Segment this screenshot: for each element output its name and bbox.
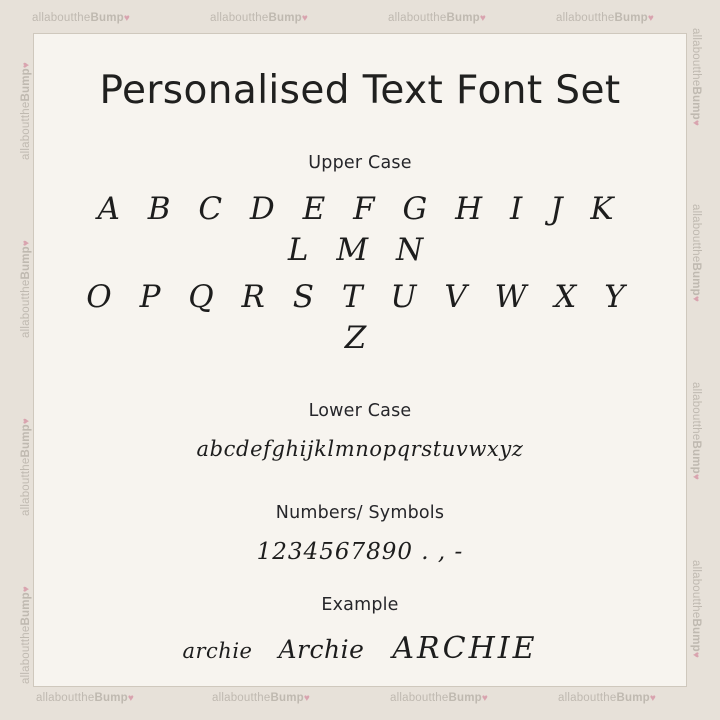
watermark-tile: allabouttheBump♥: [210, 12, 309, 24]
page-title: Personalised Text Font Set: [99, 68, 621, 113]
lower-case-label: Lower Case: [308, 400, 412, 421]
watermark-tile: allabouttheBump♥: [690, 28, 702, 127]
numbers-symbols-label: Numbers/ Symbols: [275, 502, 445, 523]
example-uppercase: ARCHIE: [392, 630, 538, 666]
example-titlecase: Archie: [278, 634, 365, 664]
watermark-tile: allabouttheBump♥: [20, 61, 32, 160]
watermark-tile: allabouttheBump♥: [556, 12, 655, 24]
heart-icon: ♥: [301, 13, 309, 24]
watermark-tile: allabouttheBump♥: [558, 692, 657, 704]
heart-icon: ♥: [21, 585, 32, 593]
watermark-tile: allabouttheBump♥: [690, 560, 702, 659]
watermark-tile: allabouttheBump♥: [388, 12, 487, 24]
watermark-tile: allabouttheBump♥: [20, 417, 32, 516]
watermark-tile: allabouttheBump♥: [36, 692, 135, 704]
watermark-tile: allabouttheBump♥: [212, 692, 311, 704]
upper-case-row-2: O P Q R S T U V W X Y Z: [86, 278, 634, 356]
upper-case-row-1: A B C D E F G H I J K L M N: [97, 191, 623, 268]
heart-icon: ♥: [127, 693, 135, 704]
heart-icon: ♥: [690, 295, 701, 303]
watermark-tile: allabouttheBump♥: [390, 692, 489, 704]
heart-icon: ♥: [21, 61, 32, 69]
poster-card: [33, 33, 687, 687]
heart-icon: ♥: [123, 13, 131, 24]
watermark-tile: allabouttheBump♥: [32, 12, 131, 24]
example-lowercase: archie: [182, 638, 253, 663]
numbers-symbols-row: 1234567890 . , -: [256, 538, 464, 565]
watermark-tile: allabouttheBump♥: [690, 204, 702, 303]
heart-icon: ♥: [481, 693, 489, 704]
watermark-tile: allabouttheBump♥: [690, 382, 702, 481]
heart-icon: ♥: [647, 13, 655, 24]
heart-icon: ♥: [690, 119, 701, 127]
watermark-tile: allabouttheBump♥: [20, 239, 32, 338]
example-row: [34, 631, 686, 666]
heart-icon: ♥: [21, 417, 32, 425]
heart-icon: ♥: [479, 13, 487, 24]
upper-case-label: Upper Case: [308, 153, 412, 173]
heart-icon: ♥: [690, 651, 701, 659]
example-label: Example: [321, 594, 399, 615]
heart-icon: ♥: [21, 239, 32, 247]
heart-icon: ♥: [649, 693, 657, 704]
heart-icon: ♥: [690, 473, 701, 481]
watermark-tile: allabouttheBump♥: [20, 585, 32, 684]
heart-icon: ♥: [303, 693, 311, 704]
lower-case-row: abcdefghijklmnopqrstuvwxyz: [196, 436, 524, 461]
